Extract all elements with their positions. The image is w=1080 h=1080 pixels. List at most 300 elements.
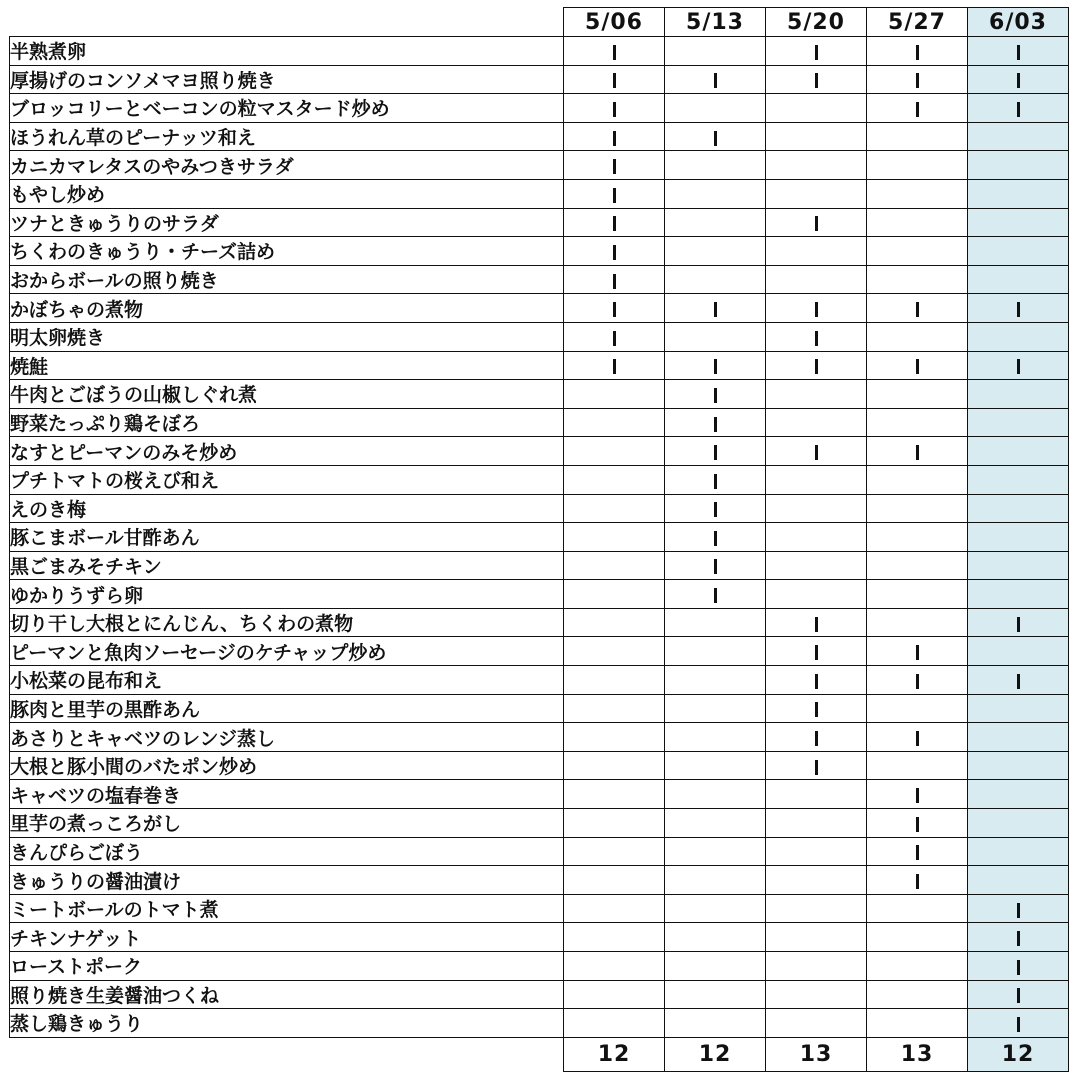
tally-mark [1017, 45, 1020, 60]
tally-cell [968, 894, 1069, 923]
tally-mark [1017, 931, 1020, 946]
tally-cell [564, 265, 665, 294]
tally-mark [815, 617, 818, 632]
dish-name: 半熟煮卵 [10, 37, 564, 66]
tally-mark [613, 359, 616, 374]
tally-cell [867, 122, 968, 151]
tally-cell [766, 694, 867, 723]
tally-cell [968, 380, 1069, 409]
tally-cell [665, 437, 766, 466]
tally-cell [665, 208, 766, 237]
tally-cell [766, 809, 867, 838]
dish-name: もやし炒め [10, 179, 564, 208]
dish-name: ほうれん草のピーナッツ和え [10, 122, 564, 151]
tally-cell [766, 723, 867, 752]
tally-mark [815, 645, 818, 660]
tally-cell [564, 980, 665, 1009]
tally-cell [766, 179, 867, 208]
tally-cell [968, 65, 1069, 94]
dish-name: きんぴらごぼう [10, 837, 564, 866]
dish-name: あさりとキャベツのレンジ蒸し [10, 723, 564, 752]
table-row [10, 837, 1069, 866]
tally-mark [916, 845, 919, 860]
tally-mark [714, 302, 717, 317]
tally-cell [564, 666, 665, 695]
tally-cell [867, 179, 968, 208]
tally-cell [564, 809, 665, 838]
tally-cell [564, 351, 665, 380]
tally-mark [815, 302, 818, 317]
tally-cell [564, 408, 665, 437]
tally-cell [968, 980, 1069, 1009]
tally-mark [613, 159, 616, 174]
tally-cell [564, 637, 665, 666]
tally-mark [1017, 1017, 1020, 1032]
dish-name: おからボールの照り焼き [10, 265, 564, 294]
dish-name: ピーマンと魚肉ソーセージのケチャップ炒め [10, 637, 564, 666]
table-row [10, 894, 1069, 923]
tally-cell [766, 322, 867, 351]
tally-cell [564, 837, 665, 866]
table-row [10, 94, 1069, 123]
table-row [10, 551, 1069, 580]
tally-cell [867, 37, 968, 66]
table-row [10, 666, 1069, 695]
tally-cell [665, 179, 766, 208]
table-row [10, 694, 1069, 723]
tally-cell [766, 980, 867, 1009]
tally-cell [968, 151, 1069, 180]
tally-cell [867, 265, 968, 294]
tally-mark [916, 302, 919, 317]
tally-mark [613, 131, 616, 146]
table-row [10, 37, 1069, 66]
tally-cell [867, 866, 968, 895]
tally-cell [665, 294, 766, 323]
tally-mark [1017, 359, 1020, 374]
dish-name: 野菜たっぷり鶏そぼろ [10, 408, 564, 437]
tally-mark [613, 73, 616, 88]
tally-cell [665, 380, 766, 409]
tally-cell [867, 94, 968, 123]
date-header-3: 5/20 [766, 8, 867, 37]
tally-mark [815, 73, 818, 88]
dish-name: 豚こまボール甘酢あん [10, 523, 564, 552]
total-cell: 12 [968, 1037, 1069, 1071]
date-header-4: 5/27 [867, 8, 968, 37]
tally-cell [766, 666, 867, 695]
tally-cell [968, 523, 1069, 552]
tally-mark [1017, 617, 1020, 632]
table-row [10, 65, 1069, 94]
tally-cell [867, 494, 968, 523]
header-row [10, 8, 1069, 37]
tally-cell [564, 208, 665, 237]
tally-mark [613, 102, 616, 117]
dish-name: 切り干し大根とにんじん、ちくわの煮物 [10, 608, 564, 637]
tally-cell [665, 580, 766, 609]
dish-name: 厚揚げのコンソメマヨ照り焼き [10, 65, 564, 94]
tally-cell [766, 523, 867, 552]
tally-cell [968, 780, 1069, 809]
table-row [10, 780, 1069, 809]
tally-cell [968, 866, 1069, 895]
corner-cell [10, 8, 564, 37]
table-row [10, 751, 1069, 780]
tally-cell [564, 237, 665, 266]
tally-cell [766, 237, 867, 266]
tally-cell [665, 408, 766, 437]
table-row [10, 351, 1069, 380]
tally-cell [665, 1009, 766, 1038]
table-row [10, 523, 1069, 552]
dish-name: 牛肉とごぼうの山椒しぐれ煮 [10, 380, 564, 409]
tally-cell [867, 294, 968, 323]
tally-cell [665, 265, 766, 294]
tally-mark [714, 588, 717, 603]
tally-mark [916, 445, 919, 460]
tally-cell [564, 551, 665, 580]
tally-mark [714, 474, 717, 489]
dish-name: 黒ごまみそチキン [10, 551, 564, 580]
total-cell: 13 [867, 1037, 968, 1071]
tally-mark [613, 188, 616, 203]
table-row [10, 465, 1069, 494]
dish-name: 里芋の煮っころがし [10, 809, 564, 838]
tally-cell [665, 751, 766, 780]
tally-cell [968, 294, 1069, 323]
tally-cell [564, 523, 665, 552]
tally-cell [665, 37, 766, 66]
tally-cell [968, 465, 1069, 494]
tally-mark [714, 359, 717, 374]
table-row [10, 294, 1069, 323]
table-row [10, 580, 1069, 609]
tally-cell [867, 237, 968, 266]
meal-tally-table [9, 7, 1069, 1072]
tally-mark [815, 359, 818, 374]
tally-cell [968, 208, 1069, 237]
tally-cell [968, 94, 1069, 123]
tally-cell [766, 208, 867, 237]
tally-cell [665, 322, 766, 351]
table-row [10, 980, 1069, 1009]
tally-cell [968, 923, 1069, 952]
tally-mark [714, 502, 717, 517]
tally-cell [968, 237, 1069, 266]
tally-cell [665, 809, 766, 838]
dish-name: かぼちゃの煮物 [10, 294, 564, 323]
dish-name: チキンナゲット [10, 923, 564, 952]
table-body [10, 8, 1069, 1072]
dish-name: 豚肉と里芋の黒酢あん [10, 694, 564, 723]
tally-mark [815, 674, 818, 689]
total-cell: 13 [766, 1037, 867, 1071]
tally-mark [613, 302, 616, 317]
tally-mark [1017, 960, 1020, 975]
tally-cell [766, 94, 867, 123]
tally-cell [867, 151, 968, 180]
dish-name: ツナときゅうりのサラダ [10, 208, 564, 237]
tally-cell [665, 151, 766, 180]
tally-cell [867, 751, 968, 780]
tally-mark [613, 216, 616, 231]
tally-cell [766, 122, 867, 151]
tally-cell [867, 894, 968, 923]
tally-mark [815, 331, 818, 346]
tally-cell [867, 666, 968, 695]
tally-cell [665, 952, 766, 981]
tally-cell [766, 265, 867, 294]
tally-cell [968, 723, 1069, 752]
tally-cell [564, 465, 665, 494]
tally-cell [766, 923, 867, 952]
tally-cell [665, 866, 766, 895]
tally-cell [665, 465, 766, 494]
tally-cell [867, 208, 968, 237]
tally-cell [867, 952, 968, 981]
tally-cell [564, 866, 665, 895]
tally-cell [968, 437, 1069, 466]
tally-mark [714, 73, 717, 88]
tally-cell [766, 151, 867, 180]
tally-cell [564, 694, 665, 723]
table-row [10, 380, 1069, 409]
tally-mark [815, 216, 818, 231]
totals-row [10, 1037, 1069, 1071]
dish-name: 照り焼き生姜醤油つくね [10, 980, 564, 1009]
tally-cell [968, 837, 1069, 866]
table-row [10, 723, 1069, 752]
tally-cell [564, 380, 665, 409]
table-row [10, 1009, 1069, 1038]
tally-cell [766, 952, 867, 981]
tally-cell [665, 122, 766, 151]
tally-cell [766, 551, 867, 580]
table-row [10, 608, 1069, 637]
tally-cell [766, 408, 867, 437]
tally-cell [665, 551, 766, 580]
dish-name: 蒸し鶏きゅうり [10, 1009, 564, 1038]
tally-cell [968, 408, 1069, 437]
table-row [10, 265, 1069, 294]
dish-name: 大根と豚小間のバたポン炒め [10, 751, 564, 780]
tally-cell [564, 923, 665, 952]
tally-mark [613, 45, 616, 60]
tally-cell [564, 94, 665, 123]
tally-mark [916, 788, 919, 803]
tally-cell [665, 780, 766, 809]
tally-cell [766, 37, 867, 66]
tally-cell [867, 980, 968, 1009]
date-header-2: 5/13 [665, 8, 766, 37]
tally-cell [665, 237, 766, 266]
tally-cell [766, 380, 867, 409]
dish-name: 焼鮭 [10, 351, 564, 380]
tally-mark [714, 531, 717, 546]
table-row [10, 866, 1069, 895]
tally-cell [766, 351, 867, 380]
tally-cell [564, 608, 665, 637]
tally-cell [968, 37, 1069, 66]
tally-cell [968, 637, 1069, 666]
tally-cell [665, 837, 766, 866]
tally-cell [564, 122, 665, 151]
tally-cell [766, 1009, 867, 1038]
tally-mark [714, 559, 717, 574]
dish-name: きゅうりの醤油漬け [10, 866, 564, 895]
tally-cell [564, 294, 665, 323]
table-row [10, 322, 1069, 351]
tally-cell [766, 837, 867, 866]
tally-mark [613, 245, 616, 260]
tally-cell [564, 751, 665, 780]
tally-cell [766, 580, 867, 609]
tally-mark [916, 359, 919, 374]
tally-cell [867, 65, 968, 94]
table-row [10, 952, 1069, 981]
total-cell: 12 [564, 1037, 665, 1071]
tally-cell [867, 637, 968, 666]
tally-cell [564, 952, 665, 981]
tally-cell [665, 923, 766, 952]
tally-cell [766, 608, 867, 637]
tally-cell [968, 351, 1069, 380]
tally-cell [665, 694, 766, 723]
tally-cell [665, 94, 766, 123]
tally-cell [968, 1009, 1069, 1038]
tally-mark [714, 417, 717, 432]
tally-mark [815, 702, 818, 717]
tally-cell [564, 780, 665, 809]
tally-cell [564, 65, 665, 94]
table-row [10, 923, 1069, 952]
table-row [10, 809, 1069, 838]
table-row [10, 151, 1069, 180]
dish-name: ゆかりうずら卵 [10, 580, 564, 609]
tally-cell [867, 780, 968, 809]
tally-cell [867, 523, 968, 552]
tally-mark [916, 45, 919, 60]
tally-cell [968, 122, 1069, 151]
tally-cell [867, 437, 968, 466]
totals-corner-cell [10, 1037, 564, 1071]
dish-name: ちくわのきゅうり・チーズ詰め [10, 237, 564, 266]
tally-cell [766, 751, 867, 780]
tally-cell [564, 580, 665, 609]
tally-mark [916, 731, 919, 746]
tally-mark [1017, 903, 1020, 918]
tally-cell [665, 723, 766, 752]
tally-cell [665, 666, 766, 695]
tally-cell [766, 780, 867, 809]
tally-cell [665, 65, 766, 94]
tally-mark [1017, 988, 1020, 1003]
tally-cell [564, 723, 665, 752]
tally-cell [867, 408, 968, 437]
tally-mark [815, 760, 818, 775]
tally-cell [867, 322, 968, 351]
tally-mark [815, 731, 818, 746]
tally-cell [766, 866, 867, 895]
dish-name: カニカマレタスのやみつきサラダ [10, 151, 564, 180]
tally-mark [714, 388, 717, 403]
tally-cell [968, 551, 1069, 580]
tally-mark [1017, 674, 1020, 689]
tally-cell [968, 494, 1069, 523]
tally-cell [766, 437, 867, 466]
tally-mark [916, 102, 919, 117]
tally-cell [665, 608, 766, 637]
tally-cell [564, 437, 665, 466]
tally-cell [867, 551, 968, 580]
tally-mark [714, 445, 717, 460]
tally-mark [613, 274, 616, 289]
tally-cell [766, 65, 867, 94]
tally-cell [867, 1009, 968, 1038]
tally-cell [564, 1009, 665, 1038]
dish-name: ローストポーク [10, 952, 564, 981]
tally-cell [564, 494, 665, 523]
dish-name: ミートボールのトマト煮 [10, 894, 564, 923]
dish-name: なすとピーマンのみそ炒め [10, 437, 564, 466]
dish-name: キャベツの塩春巻き [10, 780, 564, 809]
tally-mark [815, 445, 818, 460]
table-row [10, 179, 1069, 208]
table-row [10, 408, 1069, 437]
dish-name: ブロッコリーとベーコンの粒マスタード炒め [10, 94, 564, 123]
table-row [10, 437, 1069, 466]
tally-mark [1017, 102, 1020, 117]
tally-cell [665, 351, 766, 380]
tally-mark [916, 874, 919, 889]
date-header-1: 5/06 [564, 8, 665, 37]
tally-cell [968, 694, 1069, 723]
tally-cell [867, 380, 968, 409]
tally-cell [564, 151, 665, 180]
tally-cell [665, 894, 766, 923]
tally-cell [867, 580, 968, 609]
tally-mark [714, 131, 717, 146]
tally-cell [867, 351, 968, 380]
tally-cell [564, 179, 665, 208]
tally-cell [766, 294, 867, 323]
tally-cell [968, 580, 1069, 609]
dish-name: 小松菜の昆布和え [10, 666, 564, 695]
tally-cell [968, 179, 1069, 208]
tally-cell [665, 494, 766, 523]
tally-mark [815, 45, 818, 60]
tally-cell [766, 637, 867, 666]
table-row [10, 637, 1069, 666]
tally-cell [766, 465, 867, 494]
date-header-5: 6/03 [968, 8, 1069, 37]
tally-cell [665, 523, 766, 552]
tally-cell [968, 809, 1069, 838]
dish-name: えのき梅 [10, 494, 564, 523]
tally-cell [968, 322, 1069, 351]
tally-mark [916, 674, 919, 689]
table-row [10, 237, 1069, 266]
tally-mark [1017, 302, 1020, 317]
tally-cell [867, 809, 968, 838]
table-row [10, 208, 1069, 237]
tally-cell [766, 494, 867, 523]
tally-mark [916, 645, 919, 660]
tally-cell [665, 980, 766, 1009]
tally-cell [968, 666, 1069, 695]
tally-cell [968, 265, 1069, 294]
